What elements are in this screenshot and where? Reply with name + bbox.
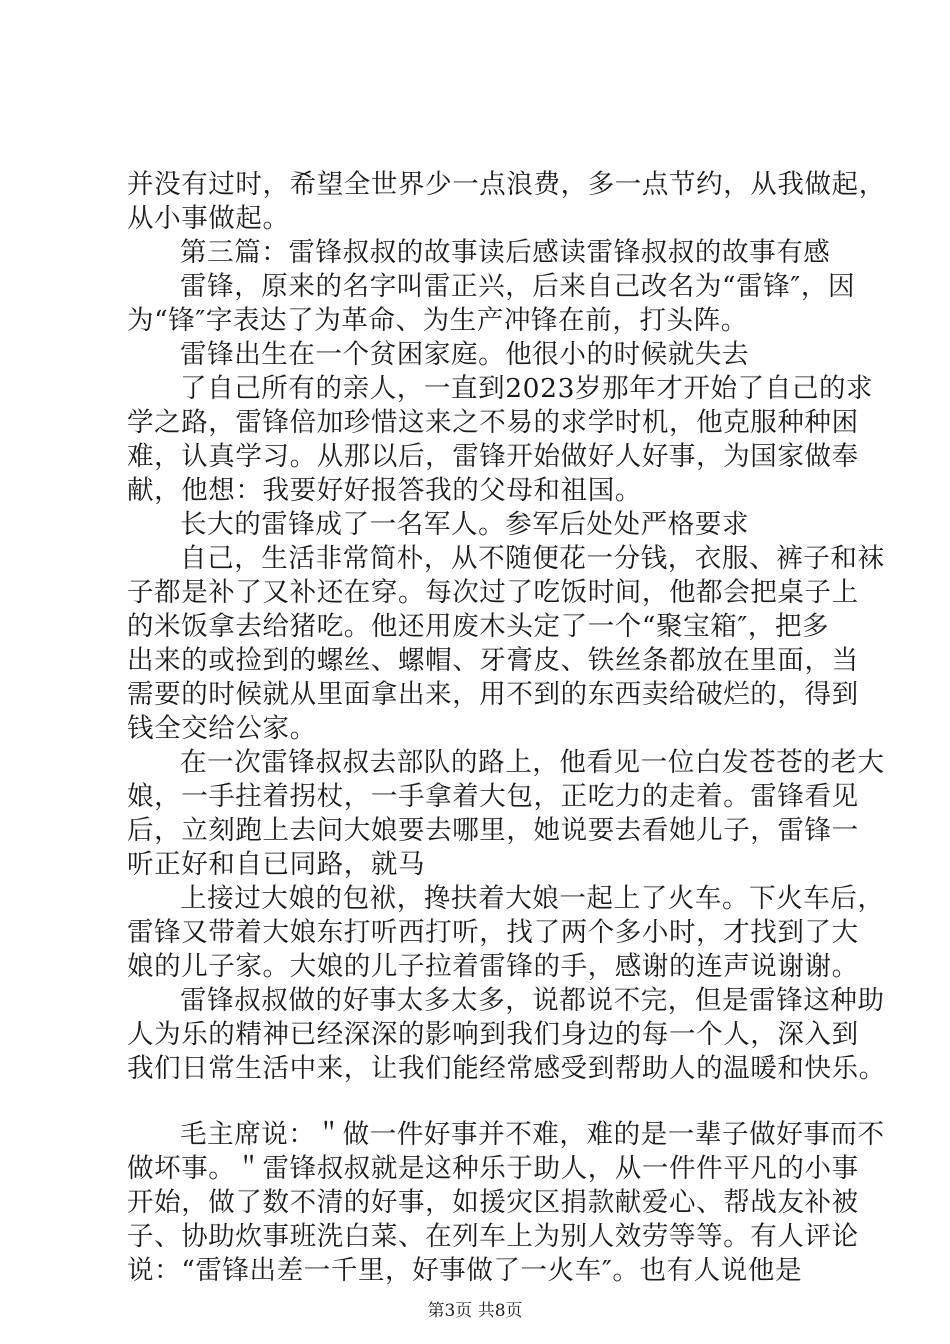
- text-line: 毛主席说：＂做一件好事并不难，难的是一辈子做好事而不: [180, 1119, 885, 1150]
- text-line: 并没有过时，希望全世界少一点浪费，多一点节约，从我做起，: [127, 169, 886, 200]
- text-line: 在一次雷锋叔叔去部队的路上，他看见一位白发苍苍的老大: [180, 747, 885, 778]
- text-line: 人为乐的精神已经深深的影响到我们身边的每一个人，深入到: [127, 1019, 859, 1050]
- text-line: 雷锋，原来的名字叫雷正兴，后来自己改名为“雷锋″，因: [180, 271, 856, 302]
- text-line: 雷锋又带着大娘东打听西打听，找了两个多小时，才找到了大: [127, 917, 859, 948]
- text-line: 的米饭拿去给猪吃。他还用废木头定了一个“聚宝箱″，把多: [127, 611, 830, 642]
- text-line: 雷锋出生在一个贫困家庭。他很小的时候就失去: [180, 339, 750, 370]
- text-line: 后，立刻跑上去问大娘要去哪里，她说要去看她儿子，雷锋一: [127, 815, 859, 846]
- text-line: 开始，做了数不清的好事，如援灾区捐款献爱心、帮战友补被: [127, 1187, 859, 1218]
- text-line: 子都是补了又补还在穿。每次过了吃饭时间，他都会把桌子上: [127, 577, 859, 608]
- text-line: 雷锋叔叔做的好事太多太多，说都说不完，但是雷锋这种助: [180, 985, 885, 1016]
- text-line: 做坏事。＂雷锋叔叔就是这种乐于助人，从一件件平凡的小事: [127, 1153, 859, 1184]
- text-line: 说：“雷锋出差一千里，好事做了一火车″。也有人说他是: [127, 1255, 803, 1286]
- text-line: 子、协助炊事班洗白菜、在列车上为别人效劳等等。有人评论: [127, 1221, 859, 1252]
- text-line: 听正好和自已同路，就马: [127, 849, 426, 880]
- text-line: 献，他想：我要好好报答我的父母和祖国。: [127, 475, 642, 506]
- text-line: 需要的时候就从里面拿出来，用不到的东西卖给破烂的，得到: [127, 679, 859, 710]
- text-line: 从小事做起。: [127, 203, 290, 234]
- text-line: 自己，生活非常简朴，从不随便花一分钱，衣服、裤子和袜: [180, 543, 885, 574]
- text-line: 娘的儿子家。大娘的儿子拉着雷锋的手，感谢的连声说谢谢。: [127, 951, 859, 982]
- text-line: 我们日常生活中来，让我们能经常感受到帮助人的温暖和快乐。: [127, 1053, 886, 1084]
- text-line: 上接过大娘的包袱，搀扶着大娘一起上了火车。下火车后，: [180, 883, 885, 914]
- text-line: 难，认真学习。从那以后，雷锋开始做好人好事，为国家做奉: [127, 441, 859, 472]
- text-line: 了自己所有的亲人，一直到2023岁那年才开始了自己的求: [180, 373, 874, 404]
- text-line: 为“锋″字表达了为革命、为生产冲锋在前，打头阵。: [127, 305, 748, 336]
- text-line: 钱全交给公家。: [127, 713, 317, 744]
- page-number-footer: 第3页 共8页: [427, 1301, 523, 1321]
- text-line: 出来的或捡到的螺丝、螺帽、牙膏皮、铁丝条都放在里面，当: [127, 645, 859, 676]
- text-line: 学之路，雷锋倍加珍惜这来之不易的求学时机，他克服种种困: [127, 407, 859, 438]
- section-heading: 第三篇：雷锋叔叔的故事读后感读雷锋叔叔的故事有感: [180, 237, 831, 268]
- text-line: 长大的雷锋成了一名军人。参军后处处严格要求: [180, 509, 750, 540]
- text-line: 娘，一手拄着拐杖，一手拿着大包，正吃力的走着。雷锋看见: [127, 781, 859, 812]
